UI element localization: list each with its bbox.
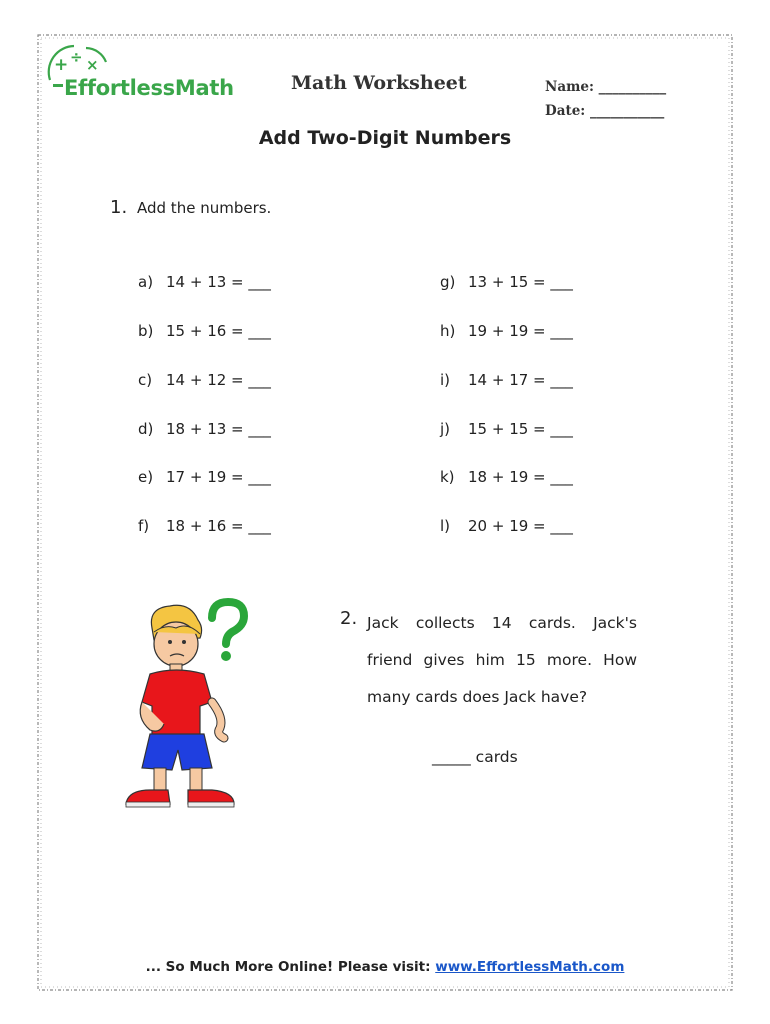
problem-expression: 17 + 19 = ___ <box>166 468 271 486</box>
problem-letter: c) <box>138 371 153 389</box>
footer-link[interactable]: www.EffortlessMath.com <box>435 959 625 975</box>
problem-letter: j) <box>440 420 451 438</box>
problem-item <box>440 273 573 291</box>
problem-letter: l) <box>440 517 451 535</box>
problem-item <box>440 420 573 438</box>
question-2-text: Jack collects 14 cards. Jack's friend gives him 15 more. How many cards does Jack have? <box>367 614 637 706</box>
problem-item <box>138 273 271 291</box>
problem-expression: 19 + 19 = ___ <box>468 322 573 340</box>
problem-item <box>138 322 271 340</box>
problem-letter: e) <box>138 468 154 486</box>
svg-text:+: + <box>54 55 69 75</box>
problem-expression: 15 + 15 = ___ <box>468 420 573 438</box>
problem-item <box>440 517 573 535</box>
problem-item <box>138 468 271 486</box>
problem-expression: 18 + 16 = ___ <box>166 517 271 535</box>
question-2-number: 2. <box>340 608 358 629</box>
problem-expression: 15 + 16 = ___ <box>166 322 271 340</box>
footer <box>0 959 770 975</box>
confused-boy-illustration <box>120 598 280 820</box>
problem-letter: i) <box>440 371 451 389</box>
problem-item <box>138 517 271 535</box>
problem-item <box>138 371 271 389</box>
question-1-number: 1. <box>110 197 128 218</box>
problem-expression: 14 + 13 = ___ <box>166 273 271 291</box>
problem-item <box>440 322 573 340</box>
problem-expression: 20 + 19 = ___ <box>468 517 573 535</box>
problem-letter: k) <box>440 468 455 486</box>
problem-letter: d) <box>138 420 154 438</box>
page-title: Add Two-Digit Numbers <box>258 127 512 149</box>
problem-letter: a) <box>138 273 154 291</box>
problem-letter: b) <box>138 322 154 340</box>
problem-letter: f) <box>138 517 150 535</box>
problem-item <box>138 420 271 438</box>
question-1-instruction: Add the numbers. <box>137 199 272 217</box>
date-field-label: Date: ___________ <box>545 103 665 119</box>
problem-item <box>440 468 573 486</box>
problem-expression: 18 + 19 = ___ <box>468 468 573 486</box>
problem-expression: 13 + 15 = ___ <box>468 273 573 291</box>
problem-letter: g) <box>440 273 456 291</box>
question-2-answer-blank: _____ cards <box>432 748 518 766</box>
problem-item <box>440 371 573 389</box>
problem-expression: 14 + 17 = ___ <box>468 371 573 389</box>
worksheet-header-title: Math Worksheet <box>291 72 467 94</box>
footer-text: ... So Much More Online! Please visit: <box>145 959 436 975</box>
svg-text:÷: ÷ <box>70 48 83 66</box>
logo-text: EffortlessMath <box>64 76 234 100</box>
svg-text:×: × <box>86 56 99 74</box>
problem-expression: 18 + 13 = ___ <box>166 420 271 438</box>
problem-expression: 14 + 12 = ___ <box>166 371 271 389</box>
problem-letter: h) <box>440 322 456 340</box>
name-field-label: Name: __________ <box>545 79 667 95</box>
